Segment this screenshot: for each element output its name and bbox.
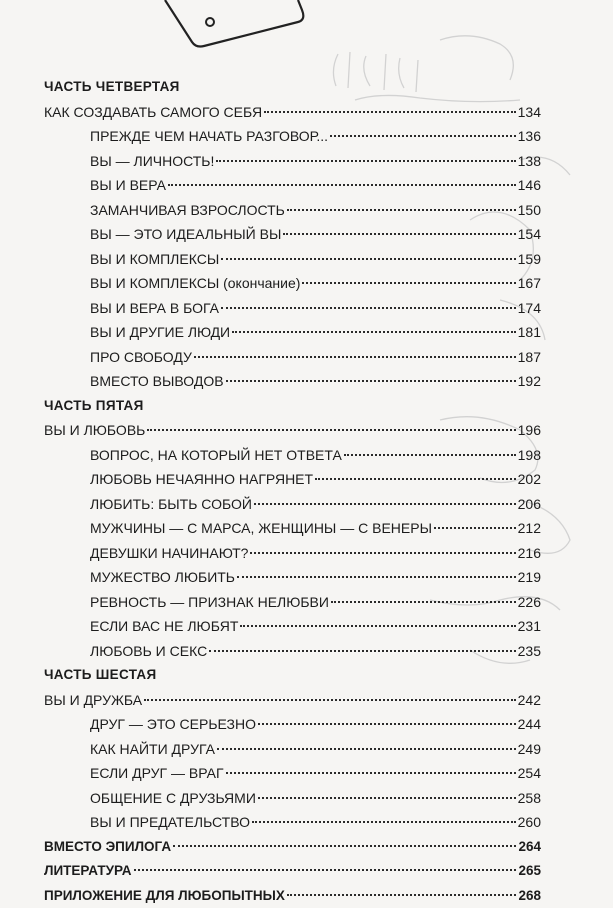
entry-title: ВМЕСТО ЭПИЛОГА xyxy=(44,835,171,860)
entry-title: ВЫ И ЛЮБОВЬ xyxy=(44,418,145,443)
dot-leader xyxy=(252,821,516,823)
page-number: 258 xyxy=(518,786,541,811)
toc-entry[interactable] xyxy=(44,786,541,811)
page-number: 264 xyxy=(518,835,541,860)
dot-leader xyxy=(344,454,516,456)
entry-title: ЛЮБОВЬ НЕЧАЯННО НАГРЯНЕТ xyxy=(90,467,313,492)
toc-entry[interactable] xyxy=(44,149,541,174)
toc-entry[interactable] xyxy=(44,810,541,835)
entry-title: ВЫ И ВЕРА В БОГА xyxy=(90,296,219,321)
page-number: 150 xyxy=(518,198,541,223)
entry-title: ВЫ И ПРЕДАТЕЛЬСТВО xyxy=(90,810,250,835)
part-heading: ЧАСТЬ ЧЕТВЕРТАЯ xyxy=(44,75,541,100)
dot-leader xyxy=(221,307,516,309)
toc-entry[interactable] xyxy=(44,712,541,737)
page-number: 174 xyxy=(518,296,541,321)
toc-entry[interactable] xyxy=(44,100,541,125)
dot-leader xyxy=(315,478,516,480)
dot-leader xyxy=(240,625,515,627)
page-number: 192 xyxy=(518,369,541,394)
dot-leader xyxy=(226,380,516,382)
dot-leader xyxy=(226,772,516,774)
page-number: 235 xyxy=(518,639,541,664)
toc-entry[interactable] xyxy=(44,222,541,247)
dot-leader xyxy=(331,601,516,603)
dot-leader xyxy=(134,869,517,871)
page-number: 216 xyxy=(518,541,541,566)
dot-leader xyxy=(147,429,515,431)
page-number: 202 xyxy=(518,467,541,492)
page-number: 231 xyxy=(518,614,541,639)
dot-leader xyxy=(264,111,516,113)
page-number: 196 xyxy=(518,418,541,443)
page-number: 159 xyxy=(518,247,541,272)
entry-title: ВЫ И ВЕРА xyxy=(90,173,166,198)
dot-leader xyxy=(254,503,516,505)
dot-leader xyxy=(237,576,516,578)
toc-entry[interactable] xyxy=(44,492,541,517)
toc-entry[interactable] xyxy=(44,614,541,639)
entry-title: ДРУГ — ЭТО СЕРЬЕЗНО xyxy=(90,712,256,737)
table-of-contents xyxy=(44,75,541,908)
toc-entry[interactable] xyxy=(44,639,541,664)
entry-title: ЕСЛИ ДРУГ — ВРАГ xyxy=(90,761,224,786)
dot-leader xyxy=(302,282,515,284)
page-number: 260 xyxy=(518,810,541,835)
dot-leader xyxy=(283,233,515,235)
toc-entry[interactable] xyxy=(44,688,541,713)
page-number: 134 xyxy=(518,100,541,125)
dot-leader xyxy=(168,184,516,186)
entry-title: ПРО СВОБОДУ xyxy=(90,345,192,370)
dot-leader xyxy=(287,894,517,896)
entry-title: ЛЮБОВЬ И СЕКС xyxy=(90,639,207,664)
page-number: 242 xyxy=(518,688,541,713)
entry-title: ВЫ — ЛИЧНОСТЬ! xyxy=(90,149,214,174)
page-number: 254 xyxy=(518,761,541,786)
toc-entry[interactable] xyxy=(44,565,541,590)
dot-leader xyxy=(144,699,516,701)
entry-title: РЕВНОСТЬ — ПРИЗНАК НЕЛЮБВИ xyxy=(90,590,329,615)
dot-leader xyxy=(287,209,516,211)
toc-entry[interactable] xyxy=(44,247,541,272)
page-number: 265 xyxy=(518,859,541,884)
toc-entry[interactable] xyxy=(44,590,541,615)
page-number: 167 xyxy=(518,271,541,296)
dot-leader xyxy=(258,797,516,799)
entry-title: ВЫ И ДРУЖБА xyxy=(44,688,142,713)
page-number: 187 xyxy=(518,345,541,370)
toc-entry[interactable] xyxy=(44,761,541,786)
entry-title: ЛЮБИТЬ: БЫТЬ СОБОЙ xyxy=(90,492,252,517)
dot-leader xyxy=(250,552,515,554)
toc-entry[interactable] xyxy=(44,124,541,149)
entry-title: ОБЩЕНИЕ С ДРУЗЬЯМИ xyxy=(90,786,256,811)
dot-leader xyxy=(330,135,516,137)
toc-entry[interactable] xyxy=(44,173,541,198)
toc-entry[interactable] xyxy=(44,418,541,443)
entry-title: ВЫ И ДРУГИЕ ЛЮДИ xyxy=(90,320,230,345)
dot-leader xyxy=(258,723,516,725)
page-number: 146 xyxy=(518,173,541,198)
toc-entry-appendix[interactable] xyxy=(44,884,541,908)
dot-leader xyxy=(173,845,516,847)
toc-entry[interactable] xyxy=(44,541,541,566)
toc-entry[interactable] xyxy=(44,516,541,541)
page-number: 212 xyxy=(518,516,541,541)
dot-leader xyxy=(209,650,515,652)
page-number: 154 xyxy=(518,222,541,247)
toc-entry[interactable] xyxy=(44,369,541,394)
entry-title: МУЖЕСТВО ЛЮБИТЬ xyxy=(90,565,235,590)
dot-leader xyxy=(216,160,515,162)
page-number: 206 xyxy=(518,492,541,517)
entry-title: ПРИЛОЖЕНИЕ ДЛЯ ЛЮБОПЫТНЫХ xyxy=(44,884,285,908)
page-number: 249 xyxy=(518,737,541,762)
entry-title: КАК СОЗДАВАТЬ САМОГО СЕБЯ xyxy=(44,100,262,125)
dot-leader xyxy=(434,527,516,529)
toc-entry[interactable] xyxy=(44,467,541,492)
page-number: 181 xyxy=(518,320,541,345)
toc-entry[interactable] xyxy=(44,345,541,370)
entry-title: ВЫ — ЭТО ИДЕАЛЬНЫЙ ВЫ xyxy=(90,222,281,247)
toc-entry[interactable] xyxy=(44,296,541,321)
entry-title: ВОПРОС, НА КОТОРЫЙ НЕТ ОТВЕТА xyxy=(90,443,342,468)
page-number: 226 xyxy=(518,590,541,615)
dot-leader xyxy=(221,258,515,260)
dot-leader xyxy=(217,748,516,750)
toc-entry[interactable] xyxy=(44,737,541,762)
page-number: 268 xyxy=(518,884,541,908)
entry-title: МУЖЧИНЫ — С МАРСА, ЖЕНЩИНЫ — С ВЕНЕРЫ xyxy=(90,516,432,541)
entry-title: ВЫ И КОМПЛЕКСЫ (окончание) xyxy=(90,271,300,296)
entry-title: ДЕВУШКИ НАЧИНАЮТ? xyxy=(90,541,248,566)
dot-leader xyxy=(194,356,516,358)
toc-entry[interactable] xyxy=(44,198,541,223)
page-number: 244 xyxy=(518,712,541,737)
part-heading: ЧАСТЬ ПЯТАЯ xyxy=(44,394,541,419)
toc-entry-literature[interactable] xyxy=(44,859,541,884)
toc-entry-epilogue[interactable] xyxy=(44,835,541,860)
entry-title: КАК НАЙТИ ДРУГА xyxy=(90,737,215,762)
toc-entry[interactable] xyxy=(44,271,541,296)
dot-leader xyxy=(232,331,516,333)
entry-title: ЗАМАНЧИВАЯ ВЗРОСЛОСТЬ xyxy=(90,198,285,223)
page-number: 138 xyxy=(518,149,541,174)
toc-entry[interactable] xyxy=(44,320,541,345)
entry-title: ВМЕСТО ВЫВОДОВ xyxy=(90,369,224,394)
page-number: 136 xyxy=(518,124,541,149)
entry-title: ЛИТЕРАТУРА xyxy=(44,859,132,884)
part-heading: ЧАСТЬ ШЕСТАЯ xyxy=(44,663,541,688)
page-number: 198 xyxy=(518,443,541,468)
toc-entry[interactable] xyxy=(44,443,541,468)
page-number: 219 xyxy=(518,565,541,590)
entry-title: ВЫ И КОМПЛЕКСЫ xyxy=(90,247,219,272)
entry-title: ПРЕЖДЕ ЧЕМ НАЧАТЬ РАЗГОВОР... xyxy=(90,124,328,149)
entry-title: ЕСЛИ ВАС НЕ ЛЮБЯТ xyxy=(90,614,238,639)
